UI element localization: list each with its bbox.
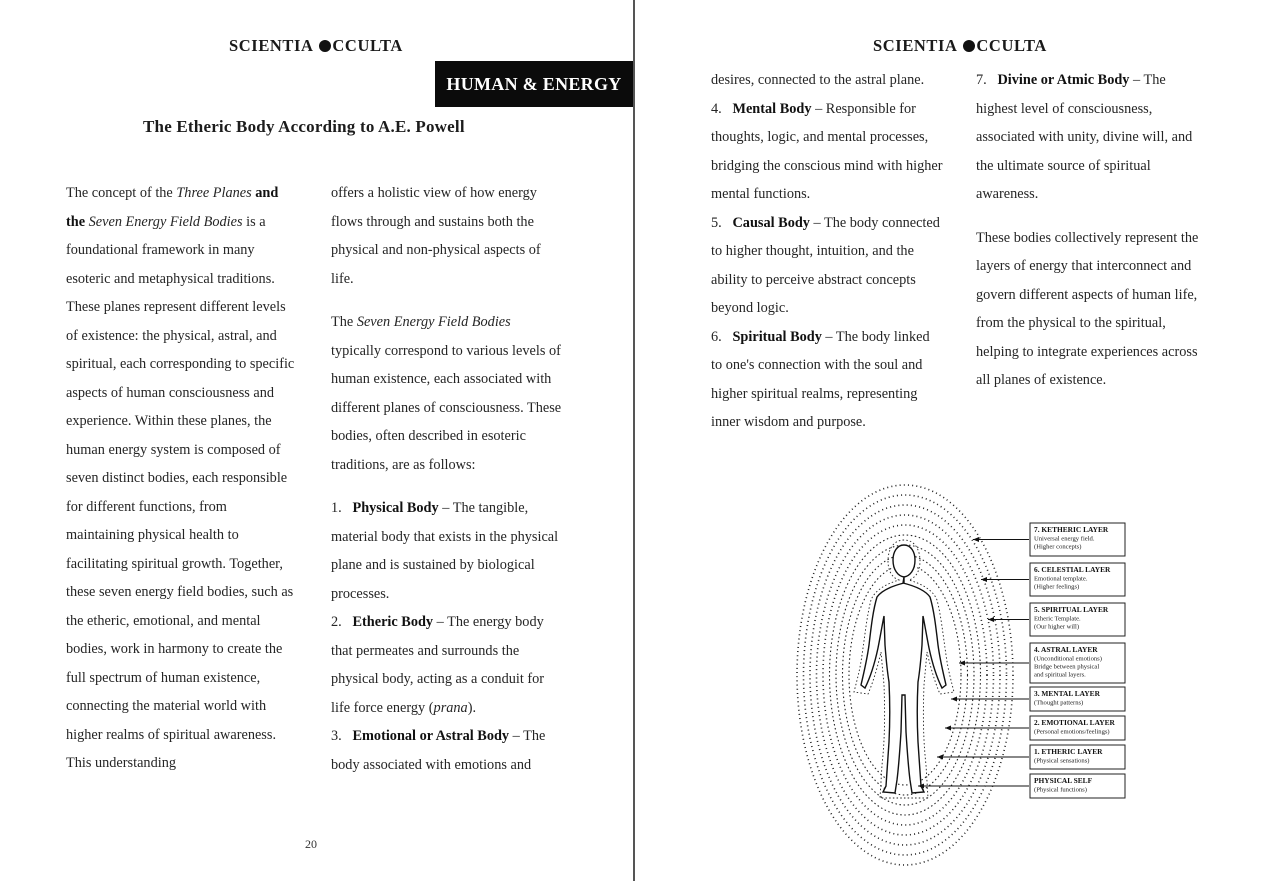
arrow-head-icon <box>973 537 979 542</box>
right-column-1 <box>711 66 943 437</box>
layer-label-box <box>1030 745 1125 769</box>
layer-label-box <box>1030 687 1125 711</box>
arrow-head-icon <box>981 577 987 582</box>
summary-paragraph: These bodies collectively represent the layers of energy that interconnect and govern different aspects of human life, from the physical to the spiritual, helping to integrate experiences across all planes of existence. <box>976 229 1199 388</box>
aura-layers-diagram <box>785 480 1135 870</box>
list-item: 3. Emotional or Astral Body – The body associated with emotions and <box>331 728 546 773</box>
arrow-head-icon <box>937 755 943 760</box>
layer-label-box <box>1030 643 1125 683</box>
list-item: 1. Physical Body – The tangible, material body that exists in the physical plane and is sustained by biological processes. <box>331 500 559 602</box>
list-item: 4. Mental Body – Responsible for thoughts, logic, and mental processes, bridging the conscious mind with higher mental functions. <box>711 100 943 202</box>
svg-text:2. EMOTIONAL LAYER: 2. EMOTIONAL LAYER <box>1034 718 1115 727</box>
layer-label-box <box>1030 603 1125 636</box>
list-item: 6. Spiritual Body – The body linked to one's connection with the soul and higher spiritual realms, representing inner wisdom and purpose. <box>711 328 930 430</box>
svg-text:and spiritual layers.: and spiritual layers. <box>1034 671 1086 679</box>
holistic-paragraph: offers a holistic view of how energy flows through and sustains both the physical and non-physical aspects of life. <box>331 185 541 287</box>
brand-dot-icon <box>963 40 975 52</box>
list-item: 5. Causal Body – The body connected to higher thought, intuition, and the ability to perceive abstract concepts beyond logic. <box>711 214 940 316</box>
layer-label-box <box>1030 523 1125 556</box>
continued-paragraph: desires, connected to the astral plane. <box>711 72 925 88</box>
svg-text:(Physical sensations): (Physical sensations) <box>1034 757 1090 765</box>
svg-text:(Higher feelings): (Higher feelings) <box>1034 583 1080 591</box>
svg-text:4. ASTRAL LAYER: 4. ASTRAL LAYER <box>1034 645 1098 654</box>
svg-text:3. MENTAL LAYER: 3. MENTAL LAYER <box>1034 689 1100 698</box>
arrow-head-icon <box>988 617 994 622</box>
svg-text:Emotional template.: Emotional template. <box>1034 575 1088 583</box>
layer-label-box <box>1030 563 1125 596</box>
layer-labels <box>1030 523 1125 798</box>
svg-text:Etheric Template.: Etheric Template. <box>1034 615 1081 623</box>
bodies-intro-paragraph: The Seven Energy Field Bodies typically correspond to various levels of human existence, each associated with different planes of consciousness. These bodies, often described in esoteric traditions, are as follows: <box>331 314 562 473</box>
page-title: The Etheric Body According to A.E. Powell <box>143 117 465 136</box>
svg-text:Universal energy field.: Universal energy field. <box>1034 535 1095 543</box>
brand-header: SCIENTIA CCULTA <box>229 36 403 55</box>
svg-text:7. KETHERIC LAYER: 7. KETHERIC LAYER <box>1034 525 1109 534</box>
svg-text:(Unconditional emotions): (Unconditional emotions) <box>1034 655 1102 663</box>
section-banner: HUMAN & ENERGY <box>435 61 633 107</box>
human-silhouette <box>854 540 954 798</box>
left-page <box>0 0 633 881</box>
svg-text:(Personal emotions/feelings): (Personal emotions/feelings) <box>1034 728 1110 736</box>
intro-paragraph: The concept of the Three Planes and the Seven Energy Field Bodies is a foundational framework in many esoteric and metaphysical traditions. These planes represent different levels of existence: the physical, astral, and spiritual, each corresponding to specific aspects of human consciousness and experience. Within these planes, the human energy system is composed of seven distinct bodies, each responsible for different functions, from maintaining physical health to facilitating spiritual growth. Together, these seven energy field bodies, such as the etheric, emotional, and mental bodies, work in harmony to create the full spectrum of human existence, connecting the material world with higher realms of spiritual awareness. This understanding <box>66 185 295 771</box>
layer-label-box <box>1030 716 1125 740</box>
list-item: 2. Etheric Body – The energy body that permeates and surrounds the physical body, acting as a conduit for life force energy (prana). <box>331 614 545 716</box>
svg-text:(Physical functions): (Physical functions) <box>1034 786 1087 794</box>
svg-text:1. ETHERIC LAYER: 1. ETHERIC LAYER <box>1034 747 1103 756</box>
svg-text:(Our higher will): (Our higher will) <box>1034 623 1080 631</box>
brand-dot-icon <box>319 40 331 52</box>
svg-text:Bridge between physical: Bridge between physical <box>1034 663 1100 671</box>
layer-label-box <box>1030 774 1125 798</box>
page-number: 20 <box>305 837 317 851</box>
svg-text:6. CELESTIAL LAYER: 6. CELESTIAL LAYER <box>1034 565 1111 574</box>
left-column-1 <box>66 179 298 778</box>
left-column-2 <box>331 179 563 779</box>
list-item: 7. Divine or Atmic Body – The highest level of consciousness, associated with unity, divine will, and the ultimate source of spiritual awareness. <box>976 72 1193 202</box>
svg-text:(Higher concepts): (Higher concepts) <box>1034 543 1082 551</box>
right-column-2 <box>976 66 1208 395</box>
svg-text:PHYSICAL SELF: PHYSICAL SELF <box>1034 776 1093 785</box>
arrow-head-icon <box>951 697 957 702</box>
svg-text:(Thought patterns): (Thought patterns) <box>1034 699 1084 707</box>
brand-header: SCIENTIA CCULTA <box>873 36 1047 55</box>
svg-text:5. SPIRITUAL LAYER: 5. SPIRITUAL LAYER <box>1034 605 1109 614</box>
arrow-head-icon <box>945 726 951 731</box>
arrow-head-icon <box>959 661 965 666</box>
